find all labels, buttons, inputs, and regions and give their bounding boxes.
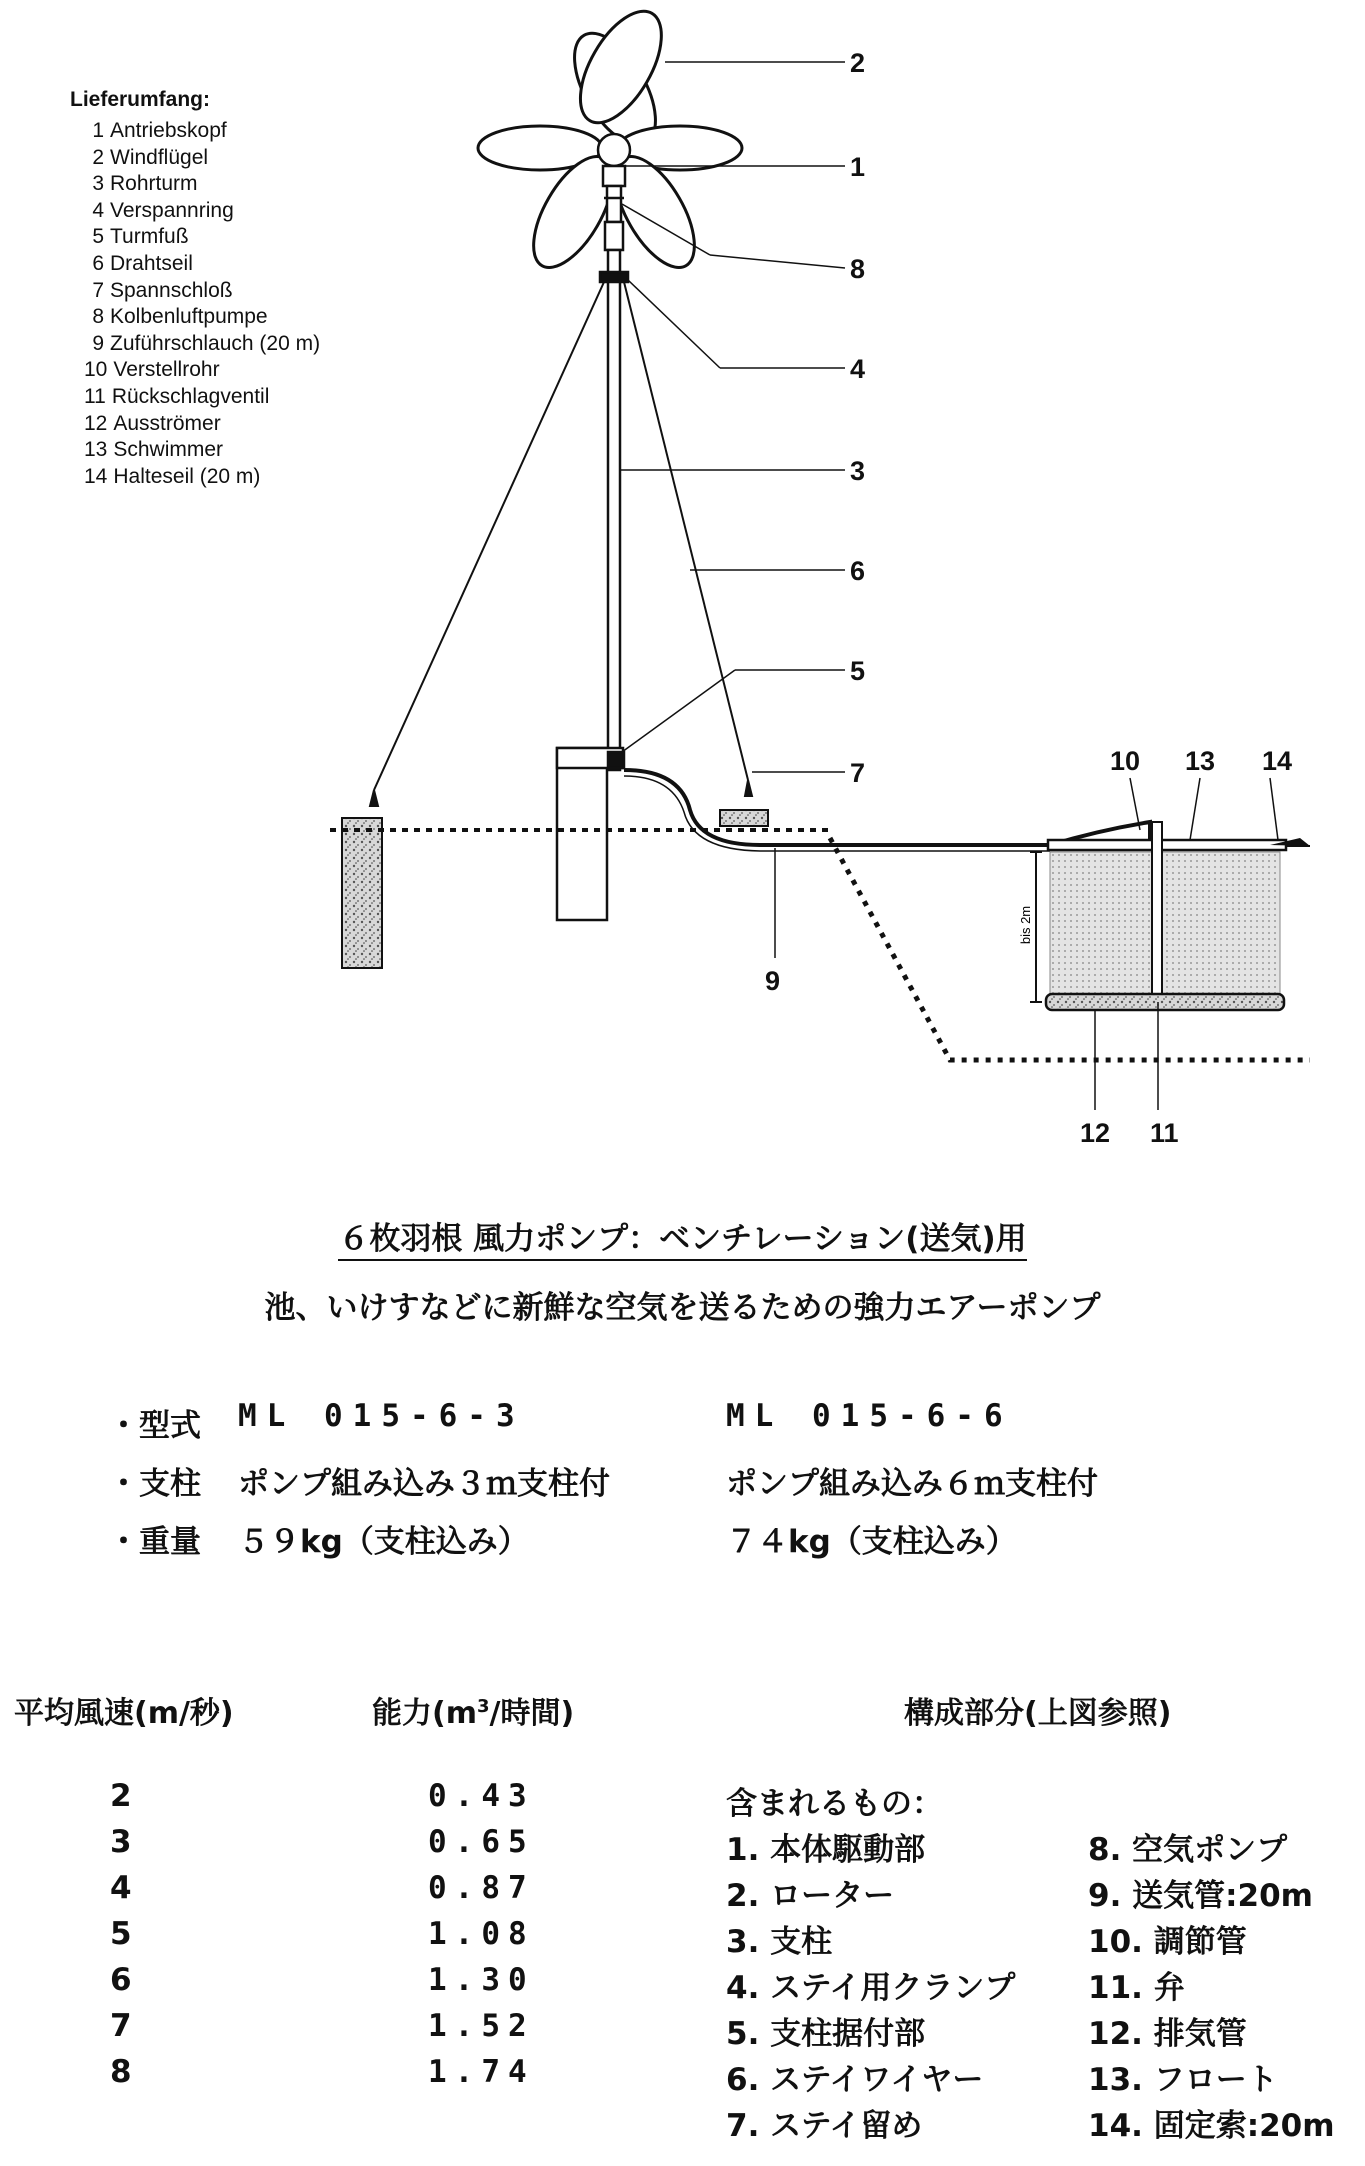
capacity-cell: 0.87 [428, 1870, 535, 1906]
legend-item: 9 Zuführschlauch (20 m) [92, 331, 321, 355]
spec-model-value-1: ML 015-6-3 [238, 1398, 525, 1434]
callout-10: 10 [1110, 746, 1141, 776]
speed-cell: 5 [110, 1916, 132, 1952]
spec-model-label: ・型式 [108, 1408, 201, 1444]
component-item: 12. 排気管 [1088, 2016, 1247, 2052]
callout-13: 13 [1185, 746, 1216, 776]
spec-pole-label: ・支柱 [108, 1466, 201, 1502]
callout-5: 5 [850, 656, 866, 686]
callout-1: 1 [850, 152, 866, 182]
legend-item: 13 Schwimmer [84, 438, 224, 462]
speed-cell: 3 [110, 1824, 132, 1860]
legend-item: 14 Halteseil (20 m) [84, 464, 261, 488]
header-components: 構成部分(上図参照) [904, 1696, 1172, 1731]
spec-pole-value-1: ポンプ組み込み３ｍ支柱付 [238, 1466, 610, 1502]
component-item: 8. 空気ポンプ [1088, 1832, 1288, 1868]
legend-item: 6 Drahtseil [92, 251, 193, 275]
speed-cell: 4 [110, 1870, 132, 1906]
guy-wires [370, 282, 752, 806]
capacity-cell: 1.52 [428, 2008, 535, 2044]
component-item: 2. ローター [726, 1878, 895, 1914]
legend-item: 1 Antriebskopf [92, 119, 227, 142]
right-anchor-block [720, 810, 768, 826]
spec-weight-label: ・重量 [108, 1524, 201, 1560]
left-anchor-block [342, 818, 382, 968]
component-item: 14. 固定索:20m [1088, 2108, 1335, 2144]
callout-9: 9 [765, 966, 781, 996]
product-subtitle: 池、いけすなどに新鮮な空気を送るための強力エアーポンプ [264, 1290, 1101, 1326]
component-item: 13. フロート [1088, 2062, 1278, 2098]
legend-item: 7 Spannschloß [92, 278, 233, 302]
speed-cell: 8 [110, 2054, 132, 2090]
speed-cell: 6 [110, 1962, 132, 1998]
component-item: 4. ステイ用クランプ [726, 1970, 1016, 2006]
component-item: 11. 弁 [1088, 1970, 1185, 2006]
header-wind-speed: 平均風速(m/秒) [14, 1696, 234, 1731]
callout-6: 6 [850, 556, 866, 586]
spec-weight-value-1: ５９kg（支柱込み） [238, 1524, 529, 1560]
speed-cell: 2 [110, 1778, 132, 1814]
component-item: 6. ステイワイヤー [726, 2062, 984, 2098]
component-item: 3. 支柱 [726, 1924, 833, 1960]
legend-item: 10 Verstellrohr [84, 358, 220, 382]
float-assembly [1018, 822, 1310, 1010]
capacity-cell: 0.65 [428, 1824, 535, 1860]
components-heading: 含まれるもの： [726, 1786, 943, 1822]
component-item: 10. 調節管 [1088, 1924, 1247, 1960]
callout-3: 3 [850, 456, 866, 486]
callout-7: 7 [850, 758, 866, 788]
component-item: 9. 送気管:20m [1088, 1878, 1313, 1914]
header-capacity: 能力($m^3/$時間) [372, 1696, 575, 1731]
callout-8: 8 [850, 254, 866, 284]
component-item: 5. 支柱据付部 [726, 2016, 926, 2052]
legend-item: 5 Turmfuß [92, 225, 189, 249]
supply-hose [624, 770, 1150, 845]
component-item: 7. ステイ留め [726, 2108, 923, 2144]
legend-item: 12 Ausströmer [84, 411, 221, 435]
tower-pole [600, 250, 628, 770]
legend-item: 3 Rohrturm [92, 172, 198, 196]
legend-heading: Lieferumfang: [70, 88, 211, 111]
spec-weight-value-2: ７４kg（支柱込み） [726, 1524, 1017, 1560]
capacity-cell: 1.74 [428, 2054, 535, 2090]
capacity-cell: 0.43 [428, 1778, 535, 1814]
product-title: ６枚羽根 風力ポンプ：ベンチレーション(送気)用 [0, 1213, 1365, 1258]
capacity-cell: 1.30 [428, 1962, 535, 1998]
legend-item: 8 Kolbenluftpumpe [92, 305, 268, 329]
legend-item: 4 Verspannring [92, 198, 234, 222]
callout-2: 2 [850, 48, 866, 78]
spec-model-value-2: ML 015-6-6 [726, 1398, 1013, 1434]
speed-cell: 7 [110, 2008, 132, 2044]
callout-12: 12 [1080, 1118, 1111, 1148]
depth-label: bis 2m [1018, 905, 1033, 945]
callout-14: 14 [1262, 746, 1293, 776]
callout-11: 11 [1150, 1118, 1179, 1148]
callout-4: 4 [850, 354, 866, 384]
component-item: 1. 本体駆動部 [726, 1832, 926, 1868]
legend-item: 11 Rückschlagventil [84, 384, 270, 408]
legend-item: 2 Windflügel [92, 145, 209, 169]
tower-foot [557, 748, 624, 920]
capacity-cell: 1.08 [428, 1916, 535, 1952]
spec-pole-value-2: ポンプ組み込み６ｍ支柱付 [726, 1466, 1098, 1502]
